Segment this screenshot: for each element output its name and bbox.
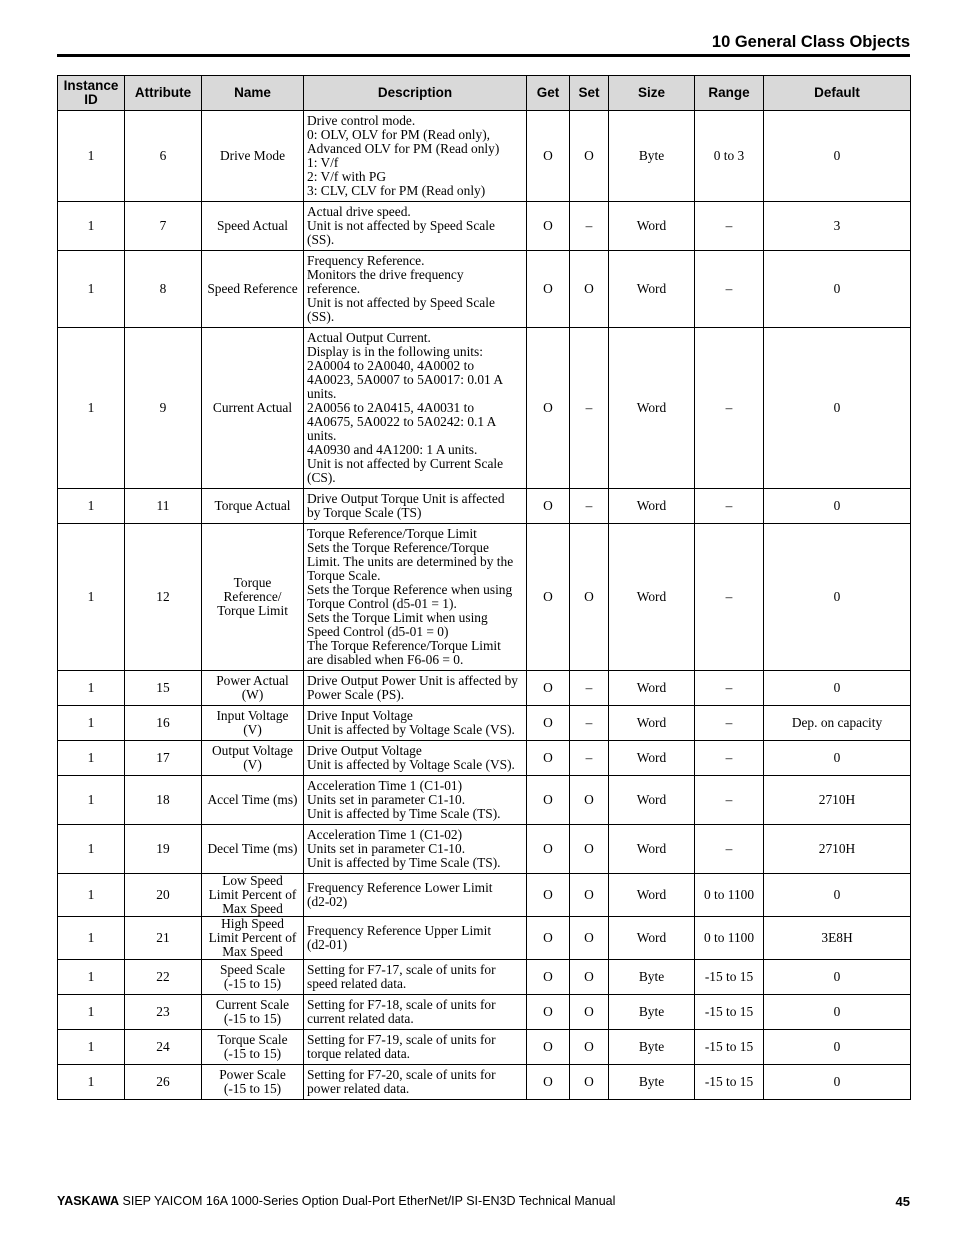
column-header-text: Attribute [134,85,192,100]
name-line: High Speed [221,916,284,931]
attribute-cell: 15 [125,671,202,706]
set-cell: – [570,489,609,524]
attribute-cell: 11 [125,489,202,524]
description-line: Acceleration Time 1 (C1-02) [307,827,463,842]
name-line: Reference/ [223,589,282,604]
table-row [58,328,911,489]
description-cell [304,917,527,960]
name-cell [202,524,304,671]
set-cell: – [570,706,609,741]
set-cell: O [570,960,609,995]
page-number: 45 [895,1194,910,1209]
attribute-cell: 17 [125,741,202,776]
set-cell: O [570,776,609,825]
description-line: 2A0004 to 2A0040, 4A0002 to [307,358,475,373]
instance-cell: 1 [58,1030,125,1065]
description-line: current related data. [307,1011,414,1026]
name-cell [202,706,304,741]
description-line: 3: CLV, CLV for PM (Read only) [307,183,486,198]
name-cell [202,1065,304,1100]
name-line: Power Scale [219,1067,286,1082]
column-header-text: Range [708,85,750,100]
table-row [58,825,911,874]
description-line: 4A0023, 5A0007 to 5A0017: 0.01 A [307,372,504,387]
set-cell: O [570,1030,609,1065]
name-line: Torque Actual [214,498,291,513]
description-line: (SS). [307,309,335,324]
table-row [58,671,911,706]
instance-cell: 1 [58,524,125,671]
description-line: Drive Input Voltage [307,708,413,723]
instance-cell: 1 [58,706,125,741]
default-cell: 0 [764,489,911,524]
name-line: (V) [243,722,262,737]
description-line: The Torque Reference/Torque Limit [307,638,501,653]
set-cell: O [570,1065,609,1100]
name-cell [202,251,304,328]
default-cell: 0 [764,741,911,776]
instance-cell: 1 [58,251,125,328]
column-header-text: Get [536,85,560,100]
name-line: (-15 to 15) [223,1081,282,1096]
column-header-range [695,76,764,111]
attribute-cell: 19 [125,825,202,874]
description-line: (d2-02) [307,894,348,909]
description-line: Units set in parameter C1-10. [307,792,466,807]
name-line: Output Voltage [212,743,293,758]
name-cell [202,671,304,706]
column-header-text: Instance [63,78,119,93]
table-row [58,524,911,671]
table-row [58,995,911,1030]
name-cell [202,825,304,874]
description-line: 4A0675, 5A0022 to 5A0242: 0.1 A [307,414,497,429]
description-cell [304,1065,527,1100]
page-footer [57,1194,910,1208]
default-cell: 2710H [764,776,911,825]
set-cell: O [570,524,609,671]
instance-cell: 1 [58,960,125,995]
instance-cell: 1 [58,874,125,917]
table-row [58,1030,911,1065]
size-cell: Word [609,776,695,825]
range-cell: -15 to 15 [695,1065,764,1100]
description-line: Setting for F7-18, scale of units for [307,997,496,1012]
attribute-cell: 18 [125,776,202,825]
description-line: speed related data. [307,976,407,991]
get-cell: O [527,776,570,825]
set-cell: – [570,741,609,776]
default-cell: 0 [764,995,911,1030]
description-line: reference. [307,281,361,296]
description-cell [304,671,527,706]
column-header-text: ID [84,92,98,107]
column-header-set [570,76,609,111]
range-cell: – [695,741,764,776]
get-cell: O [527,706,570,741]
description-line: Acceleration Time 1 (C1-01) [307,778,463,793]
get-cell: O [527,825,570,874]
range-cell: 0 to 1100 [695,874,764,917]
description-line: Torque Reference/Torque Limit [307,526,477,541]
instance-cell: 1 [58,489,125,524]
name-line: Limit Percent of [208,930,297,945]
default-cell: 2710H [764,825,911,874]
description-line: (d2-01) [307,937,348,952]
size-cell: Byte [609,1030,695,1065]
name-line: (W) [241,687,264,702]
default-cell: 0 [764,671,911,706]
column-header-name [202,76,304,111]
range-cell: – [695,489,764,524]
description-line: torque related data. [307,1046,410,1061]
description-cell [304,111,527,202]
range-cell: – [695,671,764,706]
description-cell [304,874,527,917]
description-line: 2: V/f with PG [307,169,386,184]
column-header-text: Size [637,85,665,100]
default-cell: 3 [764,202,911,251]
description-cell [304,489,527,524]
name-cell [202,489,304,524]
description-line: Setting for F7-20, scale of units for [307,1067,496,1082]
range-cell: – [695,251,764,328]
instance-cell: 1 [58,917,125,960]
description-line: Unit is not affected by Speed Scale [307,218,495,233]
default-cell: 0 [764,1065,911,1100]
instance-cell: 1 [58,202,125,251]
instance-cell: 1 [58,328,125,489]
name-line: Input Voltage [216,708,289,723]
table-row [58,1065,911,1100]
description-cell [304,776,527,825]
size-cell: Word [609,202,695,251]
attribute-cell: 21 [125,917,202,960]
description-line: (CS). [307,470,336,485]
attribute-cell: 7 [125,202,202,251]
table-row [58,111,911,202]
name-line: Current Actual [212,400,293,415]
description-line: Unit is not affected by Speed Scale [307,295,495,310]
description-line: Unit is affected by Time Scale (TS). [307,855,501,870]
name-line: Speed Reference [207,281,298,296]
description-line: Units set in parameter C1-10. [307,841,466,856]
size-cell: Word [609,741,695,776]
description-line: Power Scale (PS). [307,687,405,702]
description-line: Setting for F7-17, scale of units for [307,962,496,977]
name-line: Max Speed [222,901,283,916]
get-cell: O [527,489,570,524]
attribute-cell: 23 [125,995,202,1030]
table-row [58,741,911,776]
name-line: Accel Time (ms) [207,792,298,807]
name-line: (-15 to 15) [223,1011,282,1026]
get-cell: O [527,995,570,1030]
column-header-text: Description [377,85,453,100]
get-cell: O [527,1030,570,1065]
description-line: Drive Output Voltage [307,743,422,758]
description-line: Unit is affected by Voltage Scale (VS). [307,722,515,737]
description-cell [304,706,527,741]
default-cell: 0 [764,328,911,489]
set-cell: – [570,328,609,489]
set-cell: O [570,111,609,202]
instance-cell: 1 [58,671,125,706]
size-cell: Byte [609,960,695,995]
name-cell [202,328,304,489]
class-objects-table [57,75,911,1100]
column-header-size [609,76,695,111]
size-cell: Byte [609,111,695,202]
description-line: Sets the Torque Reference when using [307,582,513,597]
name-line: Speed Scale [219,962,286,977]
description-line: power related data. [307,1081,410,1096]
attribute-cell: 20 [125,874,202,917]
description-cell [304,960,527,995]
instance-cell: 1 [58,776,125,825]
description-line: 2A0056 to 2A0415, 4A0031 to [307,400,475,415]
name-cell [202,1030,304,1065]
instance-cell: 1 [58,111,125,202]
description-line: Setting for F7-19, scale of units for [307,1032,496,1047]
description-line: Frequency Reference. [307,253,425,268]
table-row [58,960,911,995]
default-cell: 0 [764,1030,911,1065]
size-cell: Word [609,825,695,874]
name-cell [202,202,304,251]
attribute-cell: 24 [125,1030,202,1065]
attribute-cell: 26 [125,1065,202,1100]
range-cell: -15 to 15 [695,995,764,1030]
description-line: Unit is affected by Time Scale (TS). [307,806,501,821]
get-cell: O [527,917,570,960]
size-cell: Word [609,874,695,917]
description-cell [304,524,527,671]
get-cell: O [527,524,570,671]
size-cell: Word [609,917,695,960]
column-header-attribute [125,76,202,111]
description-cell [304,202,527,251]
name-line: Current Scale [215,997,290,1012]
size-cell: Word [609,706,695,741]
description-cell [304,741,527,776]
description-line: 0: OLV, OLV for PM (Read only), [307,127,491,142]
description-line: Limit. The units are determined by the [307,554,514,569]
get-cell: O [527,202,570,251]
set-cell: O [570,917,609,960]
column-header-default [764,76,911,111]
column-header-get [527,76,570,111]
range-cell: – [695,202,764,251]
name-line: Limit Percent of [208,887,297,902]
description-line: Display is in the following units: [307,344,483,359]
set-cell: O [570,251,609,328]
range-cell: -15 to 15 [695,1030,764,1065]
name-cell [202,776,304,825]
description-line: Drive control mode. [307,113,416,128]
size-cell: Byte [609,1065,695,1100]
range-cell: – [695,328,764,489]
name-line: Speed Actual [216,218,289,233]
name-cell [202,111,304,202]
name-cell [202,995,304,1030]
name-cell [202,741,304,776]
name-line: Low Speed [222,873,283,888]
description-line: 4A0930 and 4A1200: 1 A units. [307,442,478,457]
range-cell: -15 to 15 [695,960,764,995]
name-line: Decel Time (ms) [207,841,298,856]
get-cell: O [527,874,570,917]
get-cell: O [527,251,570,328]
table-row [58,874,911,917]
set-cell: O [570,825,609,874]
description-line: Frequency Reference Upper Limit [307,923,492,938]
description-line: units. [307,386,337,401]
description-cell [304,825,527,874]
table-row [58,917,911,960]
column-header-text: Default [814,85,860,100]
default-cell: 0 [764,874,911,917]
instance-cell: 1 [58,825,125,874]
get-cell: O [527,111,570,202]
description-line: Actual Output Current. [307,330,431,345]
name-cell [202,874,304,917]
description-line: are disabled when F6-06 = 0. [307,652,464,667]
table-row [58,489,911,524]
range-cell: – [695,825,764,874]
description-line: Unit is not affected by Current Scale [307,456,504,471]
name-line: Max Speed [222,944,283,959]
description-line: units. [307,428,337,443]
description-line: Monitors the drive frequency [307,267,464,282]
description-line: Speed Control (d5-01 = 0) [307,624,449,639]
column-header-text: Set [578,85,600,100]
name-line: Torque Scale [217,1032,288,1047]
default-cell: 0 [764,960,911,995]
default-cell: 0 [764,524,911,671]
description-line: Sets the Torque Limit when using [307,610,488,625]
default-cell: 3E8H [764,917,911,960]
description-line: Advanced OLV for PM (Read only) [307,141,500,156]
size-cell: Word [609,489,695,524]
description-cell [304,328,527,489]
description-line: Torque Scale. [307,568,381,583]
set-cell: – [570,671,609,706]
footer-text: SIEP YAICOM 16A 1000-Series Option Dual-Port EtherNet/IP SI-EN3D Technical Manual [119,1194,616,1208]
size-cell: Byte [609,995,695,1030]
default-cell: Dep. on capacity [764,706,911,741]
instance-cell: 1 [58,1065,125,1100]
description-line: Drive Output Power Unit is affected by [307,673,518,688]
description-line: Frequency Reference Lower Limit [307,880,493,895]
name-line: Power Actual [216,673,289,688]
get-cell: O [527,960,570,995]
name-line: Torque Limit [217,603,288,618]
name-line: Torque [233,575,272,590]
attribute-cell: 9 [125,328,202,489]
range-cell: – [695,524,764,671]
column-header-instance-id [58,76,125,111]
header-rule [57,54,910,57]
description-line: Actual drive speed. [307,204,411,219]
attribute-cell: 6 [125,111,202,202]
size-cell: Word [609,524,695,671]
description-line: Sets the Torque Reference/Torque [307,540,489,555]
range-cell: – [695,776,764,825]
get-cell: O [527,671,570,706]
description-line: Torque Control (d5-01 = 1). [307,596,457,611]
range-cell: 0 to 3 [695,111,764,202]
table-header [58,76,911,111]
name-cell [202,917,304,960]
attribute-cell: 16 [125,706,202,741]
size-cell: Word [609,671,695,706]
description-line: by Torque Scale (TS) [307,505,422,520]
footer-brand: YASKAWA [57,1194,120,1208]
name-cell [202,960,304,995]
description-cell [304,995,527,1030]
get-cell: O [527,741,570,776]
description-line: (SS). [307,232,335,247]
range-cell: 0 to 1100 [695,917,764,960]
get-cell: O [527,328,570,489]
table-header-row [58,76,911,111]
instance-cell: 1 [58,995,125,1030]
description-line: Unit is affected by Voltage Scale (VS). [307,757,515,772]
table-row [58,251,911,328]
instance-cell: 1 [58,741,125,776]
set-cell: O [570,995,609,1030]
name-line: (V) [243,757,262,772]
get-cell: O [527,1065,570,1100]
attribute-cell: 8 [125,251,202,328]
set-cell: – [570,202,609,251]
column-header-description [304,76,527,111]
description-line: Drive Output Torque Unit is affected [307,491,505,506]
description-cell [304,1030,527,1065]
name-line: Drive Mode [219,148,286,163]
attribute-cell: 22 [125,960,202,995]
column-header-text: Name [234,85,271,100]
set-cell: O [570,874,609,917]
attribute-cell: 12 [125,524,202,671]
default-cell: 0 [764,111,911,202]
name-line: (-15 to 15) [223,1046,282,1061]
name-line: (-15 to 15) [223,976,282,991]
size-cell: Word [609,328,695,489]
range-cell: – [695,706,764,741]
default-cell: 0 [764,251,911,328]
table-body [58,111,911,1100]
description-line: 1: V/f [307,155,339,170]
size-cell: Word [609,251,695,328]
description-cell [304,251,527,328]
table-row [58,706,911,741]
table-row [58,202,911,251]
section-title: 10 General Class Objects [711,33,910,51]
table-row [58,776,911,825]
